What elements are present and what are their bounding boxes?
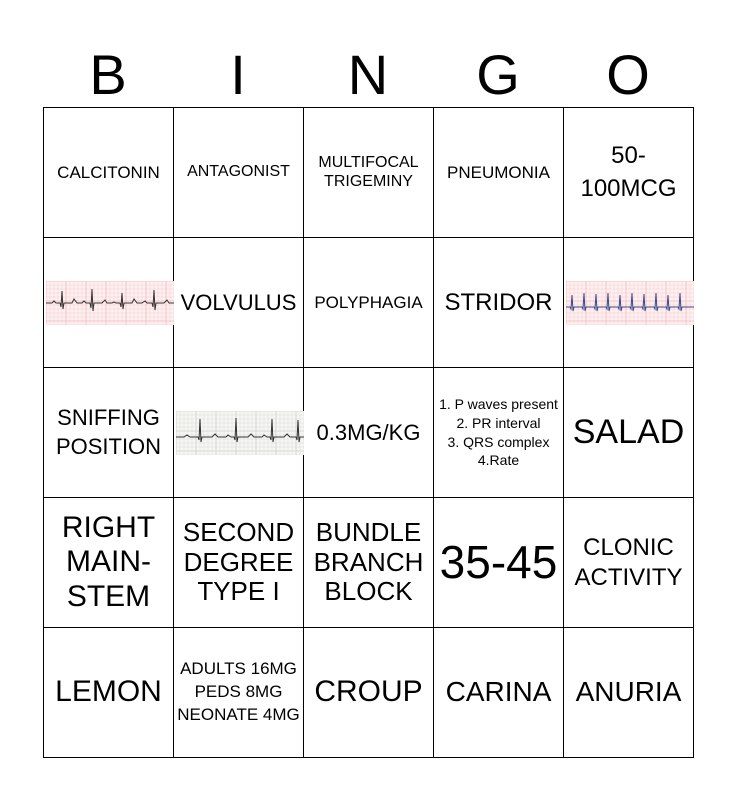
- bingo-row-2: [44, 238, 694, 368]
- bingo-cell-o3[interactable]: [564, 368, 694, 498]
- bingo-cell-b3[interactable]: [44, 368, 174, 498]
- cell-label: CROUP: [314, 675, 423, 709]
- bingo-cell-i1[interactable]: [174, 108, 304, 238]
- bingo-cell-g4[interactable]: [434, 498, 564, 628]
- bingo-cell-g2[interactable]: [434, 238, 564, 368]
- cell-label: LEMON: [55, 675, 162, 709]
- bingo-cell-n5[interactable]: [304, 628, 434, 758]
- cell-label: SECOND DEGREE TYPE I: [182, 516, 295, 607]
- cell-label: POLYPHAGIA: [314, 292, 423, 312]
- ecg-strip-image: [46, 281, 174, 325]
- cell-label: MULTIFOCAL TRIGEMINY: [318, 154, 419, 190]
- cell-label: 50-100MCG: [580, 142, 677, 202]
- cell-label: SNIFFING POSITION: [55, 404, 162, 459]
- cell-label: CALCITONIN: [57, 162, 160, 182]
- bingo-row-5: [44, 628, 694, 758]
- cell-label: 1. P waves present 2. PR interval 3. QRS complex 4.Rate: [439, 395, 558, 469]
- bingo-cell-n2[interactable]: [304, 238, 434, 368]
- bingo-cell-b1[interactable]: [44, 108, 174, 238]
- cell-label: STRIDOR: [444, 288, 553, 316]
- cell-label: 35-45: [439, 535, 558, 588]
- cell-label: ANTAGONIST: [187, 163, 290, 181]
- bingo-cell-o1[interactable]: [564, 108, 694, 238]
- header-letter-n: N: [347, 43, 389, 106]
- bingo-cell-o4[interactable]: [564, 498, 694, 628]
- cell-label: SALAD: [572, 412, 685, 451]
- bingo-header: [43, 42, 693, 108]
- cell-label: CARINA: [445, 676, 552, 708]
- bingo-card: [43, 107, 694, 758]
- bingo-cell-n3[interactable]: [304, 368, 434, 498]
- bingo-cell-g1[interactable]: [434, 108, 564, 238]
- bingo-cell-n4[interactable]: [304, 498, 434, 628]
- bingo-row-3: [44, 368, 694, 498]
- bingo-cell-n1[interactable]: [304, 108, 434, 238]
- bingo-cell-i5[interactable]: [174, 628, 304, 758]
- bingo-row-1: [44, 108, 694, 238]
- header-letter-i: I: [230, 43, 246, 106]
- bingo-cell-i2[interactable]: [174, 238, 304, 368]
- header-letter-b: B: [89, 43, 127, 106]
- cell-label: CLONIC ACTIVITY: [574, 533, 683, 591]
- bingo-cell-g5[interactable]: [434, 628, 564, 758]
- header-letter-g: G: [476, 43, 520, 106]
- ecg-strip-image: [566, 281, 694, 325]
- cell-label: RIGHT MAIN-STEM: [61, 510, 156, 613]
- cell-label: ANURIA: [575, 676, 682, 708]
- cell-label: ADULTS 16MG PEDS 8MG NEONATE 4MG: [177, 659, 300, 724]
- cell-label: PNEUMONIA: [447, 162, 550, 182]
- bingo-cell-b2[interactable]: [44, 238, 174, 368]
- cell-label: 0.3MG/KG: [316, 419, 421, 445]
- cell-label: VOLVULUS: [180, 289, 297, 315]
- bingo-cell-b4[interactable]: [44, 498, 174, 628]
- ecg-strip-image: [176, 411, 304, 455]
- bingo-row-4: [44, 498, 694, 628]
- cell-label: BUNDLE BRANCH BLOCK: [313, 516, 424, 607]
- bingo-cell-o2[interactable]: [564, 238, 694, 368]
- bingo-cell-g3[interactable]: [434, 368, 564, 498]
- bingo-cell-i4[interactable]: [174, 498, 304, 628]
- bingo-cell-o5[interactable]: [564, 628, 694, 758]
- bingo-cell-b5[interactable]: [44, 628, 174, 758]
- header-letter-o: O: [606, 43, 650, 106]
- bingo-cell-i3[interactable]: [174, 368, 304, 498]
